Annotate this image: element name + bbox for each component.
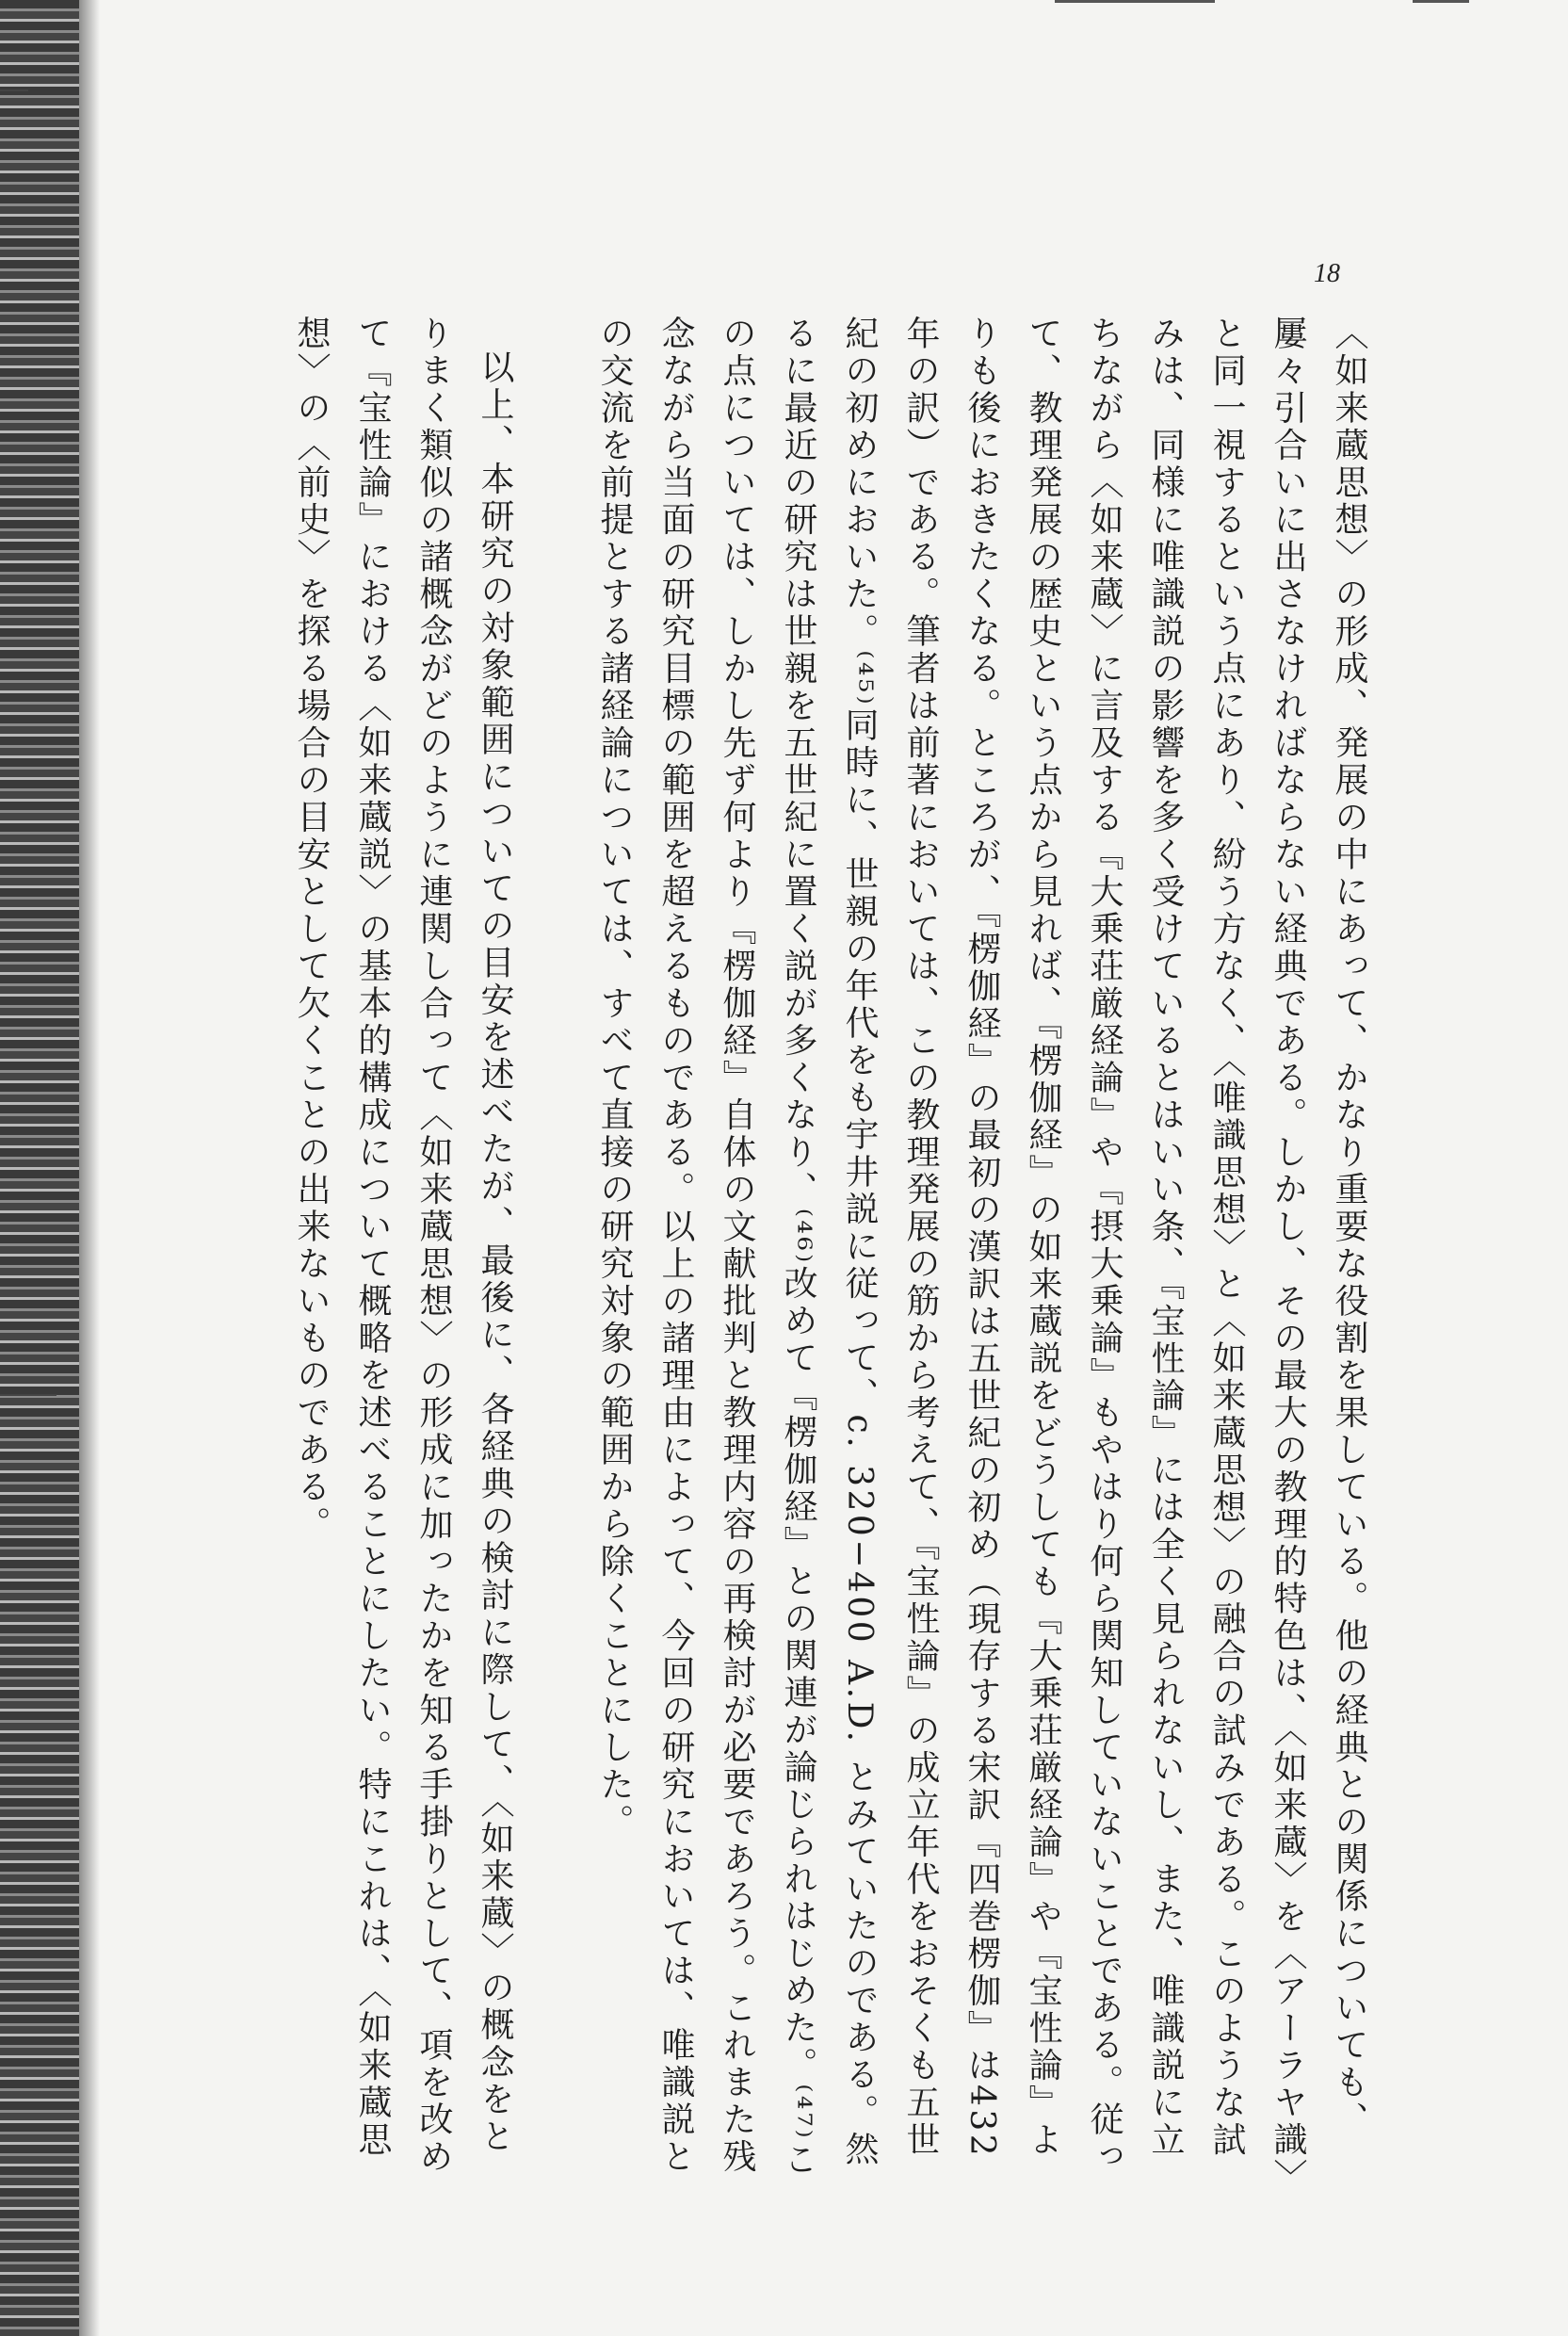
page-number: 18: [1314, 259, 1340, 288]
paragraph: 以上、本研究の対象範囲についての目安を述べたが、最後に、各経典の検討に際して、〈如来蔵〉の概念をとりまく類似の諸概念がどのように連関し合って〈如来蔵思想〉の形成に加ったかを知る手掛りとして、項を改めて『宝性論』における〈如来蔵説〉の基本的構成について概略を述べることにしたい。特にこれは、〈如来蔵思想〉の〈前史〉を探る場合の目安として欠くことの出来ないものである。: [292, 316, 514, 2176]
top-edge-mark: [1413, 0, 1469, 3]
scan-binding-fade: [79, 0, 100, 2336]
margin-mark: [0, 1394, 57, 1396]
margin-mark: [0, 89, 28, 91]
paragraph-gap: [525, 316, 584, 2181]
top-edge-mark: [1055, 0, 1215, 3]
scan-binding-shadow: [0, 0, 79, 2336]
paragraph: 〈如来蔵思想〉の形成、発展の中にあって、かなり重要な役割を果している。他の経典との関係についても、屢々引合いに出さなければならない経典である。しかし、その最大の教理的特色は、〈如来蔵〉を〈アーラヤ識〉と同一視するという点にあり、紛う方なく、〈唯識思想〉と〈如来蔵思想〉の融合の試みである。このような試みは、同様に唯識説の影響を多く受けているとはいい条、『宝性論』には全く見られないし、また、唯識説に立ちながら〈如来蔵〉に言及する『大乗荘厳経論』や『摂大乗論』もやはり何ら関知していないことである。従って、教理発展の歴史という点から見れば、『楞伽経』の如来蔵説をどうしても『大乗荘厳経論』や『宝性論』よりも後におきたくなる。ところが、『楞伽経』の最初の漢訳は五世紀の初め（現存する宋訳『四巻楞伽』は432年の訳）である。筆者は前著においては、この教理発展の筋から考えて、『宝性論』の成立年代をおそくも五世紀の初めにおいた。⁽⁴⁵⁾同時に、世親の年代をも宇井説に従って、c. 320−400 A.D. とみていたのである。然るに最近の研究は世親を五世紀に置く説が多くなり、⁽⁴⁶⁾改めて『楞伽経』との関連が論じられはじめた。⁽⁴⁷⁾この点については、しかし先ず何より『楞伽経』自体の文献批判と教理内容の再検討が必要であろう。これまた残念ながら当面の研究目標の範囲を超えるものである。以上の諸理由によって、今回の研究においては、唯識説との交流を前提とする諸経論については、すべて直接の研究対象の範囲から除くことにした。: [595, 316, 1368, 2180]
body-text: [281, 316, 1380, 2181]
